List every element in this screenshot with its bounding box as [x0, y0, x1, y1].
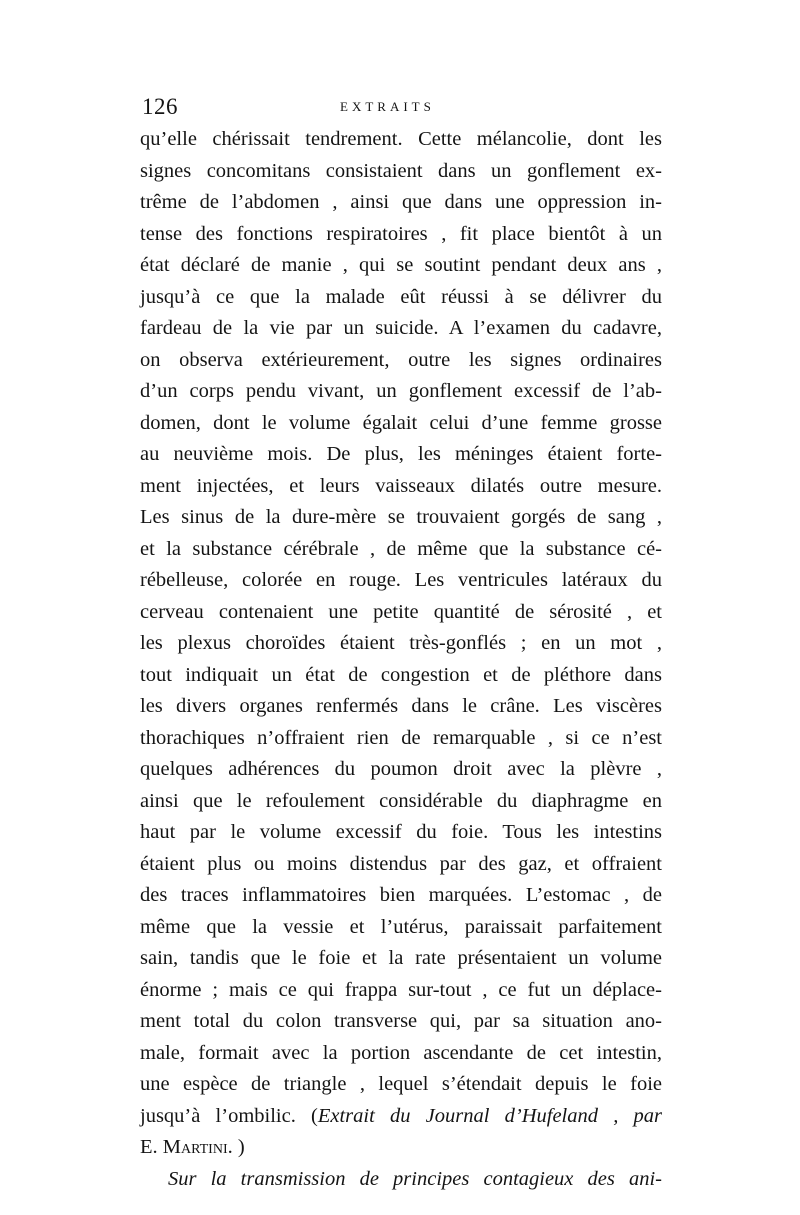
- line-text: male, formait avec la portion ascendante de cet intestin,: [140, 1041, 662, 1064]
- text-line: [140, 156, 662, 188]
- line-text: jusqu’à ce que la malade eût réussi à se délivrer du: [140, 285, 662, 308]
- author-name: Martini: [162, 1136, 228, 1158]
- line-text: même que la vessie et l’utérus, paraissait parfaitement: [140, 915, 662, 938]
- text-line: [140, 502, 662, 534]
- line-text: signes concomitans consistaient dans un gonflement ex-: [140, 159, 662, 182]
- text-line: [140, 597, 662, 629]
- line-text: rébelleuse, colorée en rouge. Les ventricules latéraux du: [140, 569, 662, 591]
- line-text: sain, tandis que le foie et la rate présentaient un volume: [140, 947, 662, 969]
- text-line: [140, 439, 662, 471]
- line-text: thorachiques n’offraient rien de remarquable , si ce n’est: [140, 726, 662, 749]
- line-text: qu’elle chérissait tendrement. Cette mélancolie, dont les: [140, 128, 662, 150]
- line-text: trême de l’abdomen , ainsi que dans une oppression in-: [140, 191, 662, 213]
- section-heading-line: [140, 1164, 662, 1196]
- text-line: [140, 817, 662, 849]
- line-text: quelques adhérences du poumon droit avec la plèvre ,: [140, 758, 662, 780]
- page-number: 126: [142, 94, 178, 119]
- line-text: étaient plus ou moins distendus par des gaz, et offraient: [140, 852, 662, 875]
- text-line: [140, 534, 662, 566]
- text-line: [140, 471, 662, 503]
- text-line: [140, 880, 662, 912]
- text-line: [140, 691, 662, 723]
- line-text: tense des fonctions respiratoires , fit place bientôt à un: [140, 222, 662, 245]
- text-line: [140, 282, 662, 314]
- line-text: ment injectées, et leurs vaisseaux dilatés outre mesure.: [140, 474, 662, 497]
- line-text: des traces inflammatoires bien marquées. L’estomac , de: [140, 884, 662, 906]
- line-text: tout indiquait un état de congestion et de pléthore dans: [140, 663, 662, 686]
- body-text: [140, 124, 662, 1195]
- line-text: E.: [140, 1136, 163, 1158]
- text-line: [140, 1101, 662, 1133]
- line-text: on observa extérieurement, outre les signes ordinaires: [140, 348, 662, 371]
- line-text: énorme ; mais ce qui frappa sur-tout , ce fut un déplace-: [140, 978, 662, 1001]
- line-text: cerveau contenaient une petite quantité de sérosité , et: [140, 600, 662, 623]
- line-text-after: . ): [227, 1136, 245, 1158]
- text-line: [140, 1006, 662, 1038]
- text-line: [140, 943, 662, 975]
- text-line: [140, 1132, 662, 1164]
- text-line: [140, 565, 662, 597]
- line-text: et la substance cérébrale , de même que la substance cé-: [140, 537, 662, 560]
- line-text: ment total du colon transverse qui, par sa situation ano-: [140, 1010, 662, 1032]
- line-text: jusqu’à l’ombilic. (: [140, 1104, 318, 1127]
- text-line: [140, 124, 662, 156]
- text-line: [140, 912, 662, 944]
- line-text: au neuvième mois. De plus, les méninges étaient forte-: [140, 443, 662, 465]
- line-text: Les sinus de la dure-mère se trouvaient gorgés de sang ,: [140, 506, 662, 528]
- line-text: d’un corps pendu vivant, un gonflement excessif de l’ab-: [140, 380, 662, 402]
- citation-italic: Extrait du Journal d’Hufeland , par: [317, 1104, 662, 1127]
- text-line: [140, 1069, 662, 1101]
- text-line: [140, 187, 662, 219]
- text-line: [140, 754, 662, 786]
- text-line: [140, 628, 662, 660]
- line-text: haut par le volume excessif du foie. Tous les intestins: [140, 821, 662, 843]
- text-line: [140, 219, 662, 251]
- text-line: [140, 786, 662, 818]
- text-line: [140, 408, 662, 440]
- running-head: EXTRAITS: [340, 99, 435, 114]
- text-line: [140, 660, 662, 692]
- line-text: une espèce de triangle , lequel s’étendait depuis le foie: [140, 1073, 662, 1095]
- text-line: [140, 250, 662, 282]
- text-line: [140, 313, 662, 345]
- line-text: les plexus choroïdes étaient très-gonflés ; en un mot ,: [140, 632, 662, 654]
- text-line: [140, 723, 662, 755]
- text-line: [140, 849, 662, 881]
- line-text: les divers organes renfermés dans le crâne. Les viscères: [140, 695, 662, 717]
- text-line: [140, 345, 662, 377]
- line-text: état déclaré de manie , qui se soutint pendant deux ans ,: [140, 254, 662, 276]
- line-text: ainsi que le refoulement considérable du diaphragme en: [140, 789, 662, 812]
- text-line: [140, 376, 662, 408]
- page-header: [142, 94, 662, 124]
- section-heading-italic: Sur la transmission de principes contagieux des ani-: [168, 1167, 662, 1190]
- line-text: fardeau de la vie par un suicide. A l’examen du cadavre,: [140, 317, 662, 339]
- line-text: domen, dont le volume égalait celui d’une femme grosse: [140, 411, 662, 434]
- text-line: [140, 975, 662, 1007]
- text-line: [140, 1038, 662, 1070]
